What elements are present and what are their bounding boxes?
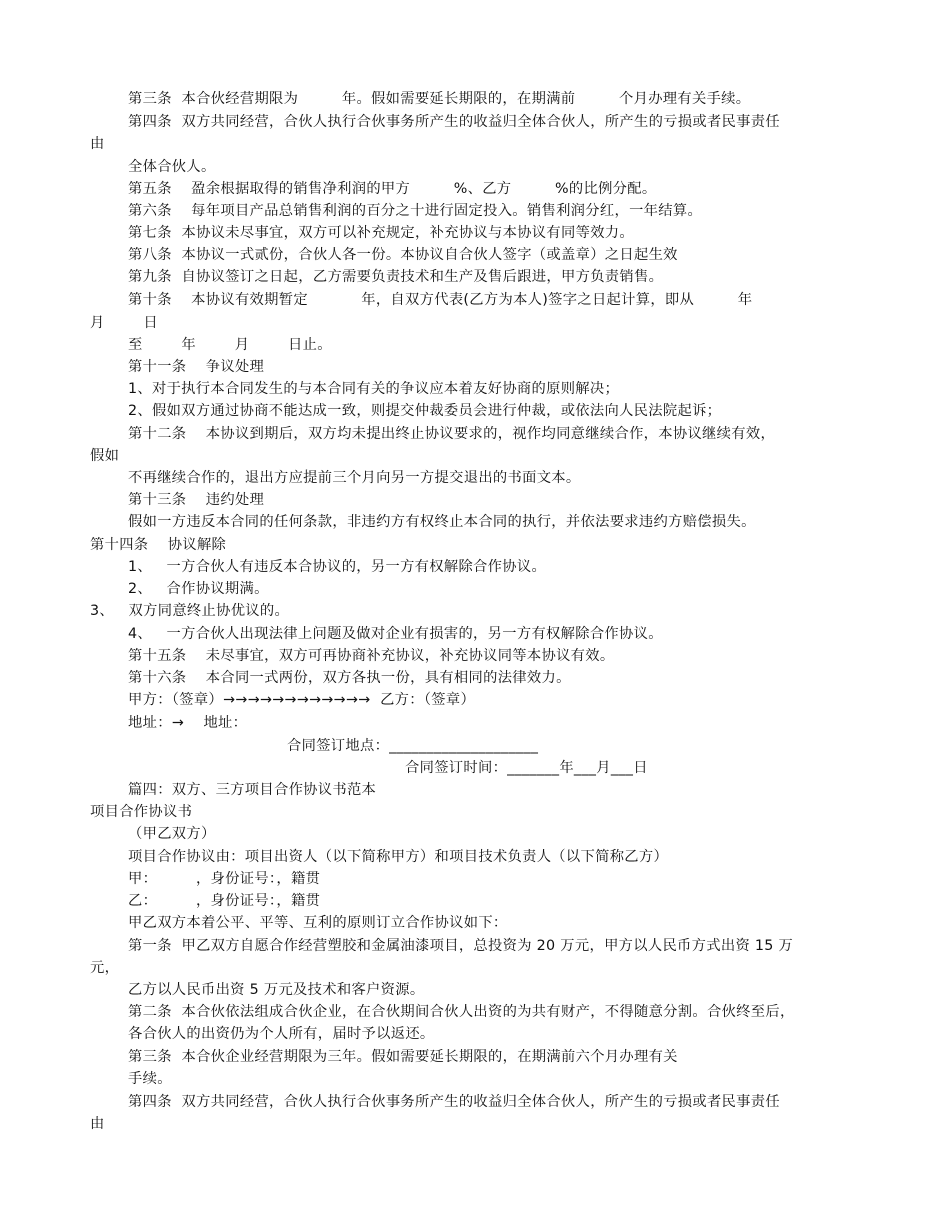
clause-13-body: 假如一方违反本合同的任何条款，非违约方有权终止本合同的执行，并依法要求违约方赔偿损失。 <box>128 514 756 530</box>
agreement-title: 项目合作协议书 <box>90 804 193 820</box>
clause-6-line: 第六条 每年项目产品总销售利润的百分之十进行固定投入。销售利润分红，一年结算。 <box>128 203 703 219</box>
clause-11-heading: 第十一条 争议处理 <box>128 359 265 375</box>
address-line: 地址：→ 地址： <box>128 715 248 731</box>
clause-12-cont: 不再继续合作的，退出方应提前三个月向另一方提交退出的书面文本。 <box>128 470 581 486</box>
article-4-wrap: 由 <box>90 1116 105 1132</box>
clause-14-item-2: 2、 合作协议期满。 <box>128 581 269 597</box>
clause-11-item-2: 2、假如双方通过协商不能达成一致，则提交仲裁委员会进行仲裁，或依法向人民法院起诉； <box>128 403 722 419</box>
article-3-line: 第三条 本合伙企业经营期限为三年。假如需要延长期限的，在期满前六个月办理有关 <box>128 1049 678 1065</box>
party-a-info: 甲： ，身份证号：，籍贯 <box>128 871 321 887</box>
clause-12-wrap: 假如 <box>90 448 120 464</box>
clause-11-item-1: 1、对于执行本合同发生的与本合同有关的争议应本着友好协商的原则解决； <box>128 381 620 397</box>
party-b-info: 乙： ，身份证号：，籍贯 <box>128 893 321 909</box>
clause-14-heading: 第十四条 协议解除 <box>90 537 227 553</box>
clause-10-line: 第十条 本协议有效期暂定 年，自双方代表(乙方为本人)签字之日起计算，即从 年 <box>128 292 753 308</box>
clause-14-item-4: 4、 一方合伙人出现法律上问题及做对企业有损害的，另一方有权解除合作协议。 <box>128 626 663 642</box>
clause-5-line: 第五条 盈余根据取得的销售净利润的甲方 %、乙方 %的比例分配。 <box>128 181 657 197</box>
clause-14-item-3: 3、 双方同意终止协优议的。 <box>90 603 290 619</box>
signature-line: 甲方：（签章）→→→→→→→→→→→→ 乙方：（签章） <box>128 692 476 708</box>
section-4-title: 篇四：双方、三方项目合作协议书范本 <box>128 782 377 798</box>
signing-place: 合同签订地点：____________________ <box>287 738 539 754</box>
article-1-line: 第一条 甲乙双方自愿合作经营塑胶和金属油漆项目，总投资为 20 万元，甲方以人民币方式出资 15 万 <box>128 938 794 954</box>
clause-9-line: 第九条 自协议签订之日起，乙方需要负责技术和生产及售后跟进，甲方负责销售。 <box>128 269 664 285</box>
clause-12-line: 第十二条 本协议到期后，双方均未提出终止协议要求的，视作均同意继续合作，本协议继续有效， <box>128 426 776 442</box>
clause-8-line: 第八条 本协议一式贰份，合伙人各一份。本协议自合伙人签字（或盖章）之日起生效 <box>128 247 678 263</box>
clause-3-line: 第三条 本合伙经营期限为 年。假如需要延长期限的，在期满前 个月办理有关手续。 <box>128 91 751 107</box>
clause-10-wrap: 月 日 <box>90 315 158 331</box>
clause-14-item-1: 1、 一方合伙人有违反本合协议的，另一方有权解除合作协议。 <box>128 559 547 575</box>
principles-line: 甲乙双方本着公平、平等、互利的原则订立合作协议如下： <box>128 915 508 931</box>
clause-4-cont: 全体合伙人。 <box>128 159 216 175</box>
clause-4-line: 第四条 双方共同经营，合伙人执行合伙事务所产生的收益归全体合伙人，所产生的亏损或者民事责任 <box>128 114 780 130</box>
agreement-parties: （甲乙双方） <box>128 826 216 842</box>
agreement-intro: 项目合作协议由：项目出资人（以下简称甲方）和项目技术负责人（以下简称乙方） <box>128 849 669 865</box>
article-1-cont: 乙方以人民币出资 5 万元及技术和客户资源。 <box>128 982 425 998</box>
clause-16-line: 第十六条 本合同一式两份，双方各执一份，具有相同的法律效力。 <box>128 670 571 686</box>
clause-4-wrap: 由 <box>90 136 105 152</box>
clause-10-cont: 至 年 月 日止。 <box>128 337 332 353</box>
clause-15-line: 第十五条 未尽事宜，双方可再协商补充协议，补充协议同等本协议有效。 <box>128 648 615 664</box>
clause-7-line: 第七条 本协议未尽事宜，双方可以补充规定，补充协议与本协议有同等效力。 <box>128 225 634 241</box>
article-1-wrap: 元， <box>90 960 120 976</box>
article-4-line: 第四条 双方共同经营，合伙人执行合伙事务所产生的收益归全体合伙人，所产生的亏损或者民事责任 <box>128 1094 780 1110</box>
article-2-line: 第二条 本合伙依法组成合伙企业，在合伙期间合伙人出资的为共有财产，不得随意分割。合伙终至后， <box>128 1004 795 1020</box>
clause-13-heading: 第十三条 违约处理 <box>128 492 265 508</box>
article-3-cont: 手续。 <box>128 1071 172 1087</box>
article-2-cont: 各合伙人的出资仍为个人所有，届时予以返还。 <box>128 1026 435 1042</box>
signing-date: 合同签订时间：_______年___月___日 <box>405 760 648 776</box>
